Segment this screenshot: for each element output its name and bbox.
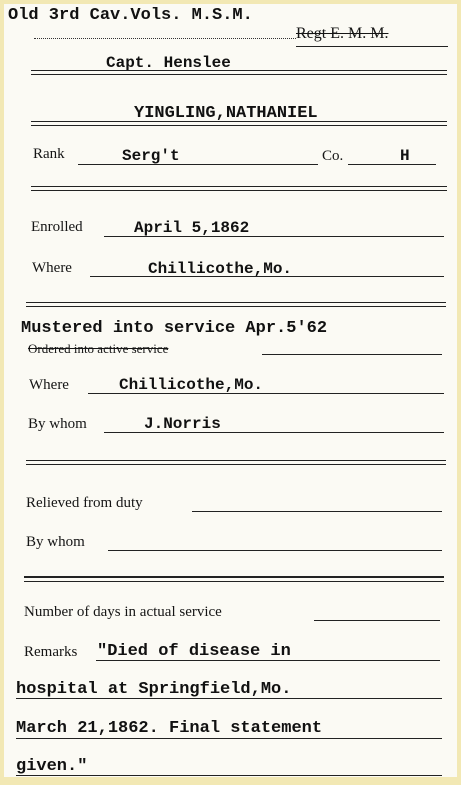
header-underline [34,38,296,39]
mustered-typed: Mustered into service Apr.5'62 [21,319,328,338]
relieved-rule-lower [24,581,444,582]
regt-label: Regt E. M. M. [296,25,389,42]
company-label: Co. [322,148,344,164]
enrolled-rule [26,302,446,307]
enrolled-where-value: Chillicothe,Mo. [148,260,293,278]
enrolled-label: Enrolled [31,219,83,235]
remarks-text-2: hospital at Springfield,Mo. [16,680,292,699]
remarks-text-4: given." [16,757,88,776]
enrolled-value: April 5,1862 [134,219,250,237]
relieved-label: Relieved from duty [26,495,143,511]
by-whom-1-value: J.Norris [144,415,221,433]
enrolled-where-label: Where [32,260,72,276]
mustered-where-label: Where [29,377,69,393]
days-service-label: Number of days in actual service [24,604,222,620]
captain-typed: Capt. Henslee [106,54,231,72]
unit-typed: Old 3rd Cav.Vols. M.S.M. [8,6,253,25]
mustered-where-value: Chillicothe,Mo. [119,376,264,394]
by-whom-2-line [108,550,442,551]
by-whom-2-label: By whom [26,534,85,550]
regt-underline [296,46,448,47]
by-whom-1-label: By whom [28,416,87,432]
company-value: H [400,147,410,165]
days-service-line [314,620,440,621]
rank-rule [31,186,447,191]
rank-line [78,164,318,165]
rank-value: Serg't [122,147,180,165]
ordered-label: Ordered into active service [28,341,169,356]
rank-label: Rank [33,146,65,162]
relieved-line [192,511,442,512]
relieved-rule [24,576,444,578]
mustered-rule [26,460,446,465]
name-rule [31,121,447,126]
remarks-line-4 [16,775,442,776]
remarks-line-2 [16,698,442,699]
remarks-label: Remarks [24,644,78,660]
remarks-text-3: March 21,1862. Final statement [16,719,323,738]
ordered-line [262,354,442,355]
remarks-line-3 [16,738,442,739]
service-record-card [4,4,457,777]
company-line [348,164,436,165]
captain-rule [31,70,447,75]
remarks-text-1: "Died of disease in [97,642,291,661]
soldier-name: YINGLING,NATHANIEL [134,104,318,123]
